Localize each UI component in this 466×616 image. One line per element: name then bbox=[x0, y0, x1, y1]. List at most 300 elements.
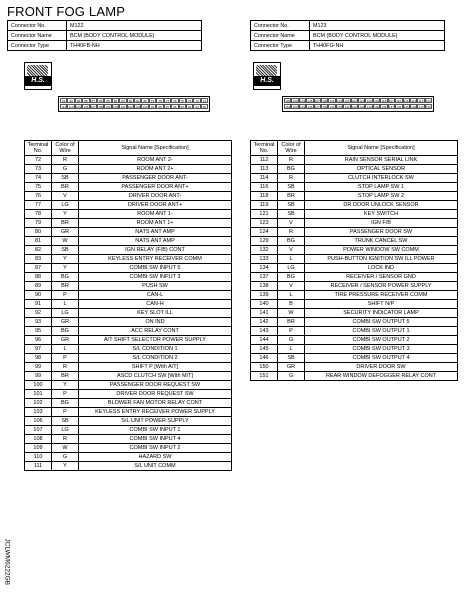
terminal-no: 112 bbox=[251, 156, 278, 165]
table-row bbox=[25, 390, 232, 399]
table-row bbox=[251, 255, 458, 264]
wire-color: LG bbox=[52, 309, 79, 318]
table-row bbox=[25, 291, 232, 300]
connector-pin: 132 bbox=[425, 105, 431, 109]
hs-icon bbox=[253, 62, 281, 90]
signal-name: CAN-L bbox=[79, 291, 232, 300]
connector-pin: 139 bbox=[374, 105, 380, 109]
connector-pin: 149 bbox=[300, 105, 306, 109]
terminal-no: 116 bbox=[251, 183, 278, 192]
wire-color: SB bbox=[278, 201, 305, 210]
connector-type-value: TH40FG-NH bbox=[310, 41, 445, 51]
wire-color: GR bbox=[278, 363, 305, 372]
table-row bbox=[25, 309, 232, 318]
wire-color: BG bbox=[52, 273, 79, 282]
terminal-no: 109 bbox=[25, 444, 52, 453]
connector-pin: 107 bbox=[90, 105, 96, 109]
connector-pin: 127 bbox=[314, 99, 320, 103]
wire-color: G bbox=[52, 165, 79, 174]
connector-type-label: Connector Type bbox=[8, 41, 67, 51]
wire-color: W bbox=[52, 444, 79, 453]
terminal-no: 123 bbox=[251, 219, 278, 228]
table-row bbox=[25, 417, 232, 426]
connector-pin: 119 bbox=[374, 99, 379, 103]
signal-name: KEY SWITCH bbox=[305, 210, 458, 219]
wire-color: R bbox=[278, 174, 305, 183]
terminal-no: 92 bbox=[25, 309, 52, 318]
table-row bbox=[25, 318, 232, 327]
terminal-no: 93 bbox=[25, 318, 52, 327]
hs-label: H.S. bbox=[25, 76, 51, 86]
terminal-no: 97 bbox=[25, 345, 52, 354]
terminal-no: 96 bbox=[25, 336, 52, 345]
connector-no-value: M123 bbox=[310, 21, 445, 31]
connector-pin: 121 bbox=[359, 99, 365, 103]
signal-name: DR DOOR UNLOCK SENSOR bbox=[305, 201, 458, 210]
signal-name: RECEIVER / SENSOR POWER SUPPLY bbox=[305, 282, 458, 291]
signal-name: PASSENGER DOOR REQUEST SW bbox=[79, 381, 232, 390]
wire-color: L bbox=[52, 345, 79, 354]
signal-name: COMBI SW INPUT 4 bbox=[79, 435, 232, 444]
connector-pin: 137 bbox=[388, 105, 394, 109]
table-row bbox=[25, 426, 232, 435]
terminal-no: 110 bbox=[25, 453, 52, 462]
terminal-no: 118 bbox=[251, 192, 278, 201]
connector-name-label: Connector Name bbox=[251, 31, 310, 41]
header-signal: Signal Name [Specification] bbox=[79, 141, 232, 156]
signal-name: KEY SLOT ILL bbox=[79, 309, 232, 318]
connector-pin: 117 bbox=[388, 99, 394, 103]
connector-pin: 118 bbox=[381, 99, 387, 103]
connector-pin: 135 bbox=[403, 105, 409, 109]
connector-pin: 100 bbox=[142, 105, 148, 109]
wire-color: GR bbox=[52, 336, 79, 345]
signal-name: ROOM ANT 1- bbox=[79, 210, 232, 219]
connector-pin: 103 bbox=[120, 105, 126, 109]
signal-name: ASCD CLUTCH SW [With M/T] bbox=[79, 372, 232, 381]
wire-color: Y bbox=[52, 255, 79, 264]
connector-pin: 112 bbox=[426, 99, 431, 103]
table-row bbox=[25, 444, 232, 453]
connector-pin: 79 bbox=[149, 98, 156, 103]
wire-color: BR bbox=[52, 282, 79, 291]
connector-pin: 82 bbox=[127, 98, 134, 103]
connector-pin: 96 bbox=[171, 104, 178, 109]
connector-pin: 130 bbox=[292, 99, 298, 103]
terminal-no: 78 bbox=[25, 210, 52, 219]
signal-name: REAR WINDOW DEFOGGER RELAY CONT bbox=[305, 372, 458, 381]
signal-name: S/L CONDITION 2 bbox=[79, 354, 232, 363]
connector-pin: 128 bbox=[307, 99, 313, 103]
terminal-no: 106 bbox=[25, 417, 52, 426]
signal-name: SECURITY INDICATOR LAMP bbox=[305, 309, 458, 318]
signal-name: COMBI SW OUTPUT 2 bbox=[305, 336, 458, 345]
wire-color: BR bbox=[278, 318, 305, 327]
connector-pin: 120 bbox=[366, 99, 372, 103]
connector-pin: 72 bbox=[201, 98, 208, 103]
header-color: Color of Wire bbox=[278, 141, 305, 156]
signal-name: PASSENGER DOOR ANT+ bbox=[79, 183, 232, 192]
terminal-no: 75 bbox=[25, 183, 52, 192]
connector-pin: 83 bbox=[119, 98, 126, 103]
signal-name: ROOM ANT 2- bbox=[79, 156, 232, 165]
connector-pin: 85 bbox=[104, 98, 111, 103]
connector-pin: 108 bbox=[83, 105, 89, 109]
harness-side-graphic bbox=[27, 65, 48, 76]
table-row bbox=[251, 228, 458, 237]
table-row bbox=[25, 183, 232, 192]
table-row bbox=[251, 246, 458, 255]
connector-pin: 80 bbox=[141, 98, 148, 103]
table-row bbox=[25, 210, 232, 219]
signal-name: SHIFT P [With A/T] bbox=[79, 363, 232, 372]
terminal-no: 89 bbox=[25, 282, 52, 291]
wire-color: L bbox=[278, 345, 305, 354]
terminal-no: 138 bbox=[251, 282, 278, 291]
wire-color: P bbox=[52, 354, 79, 363]
terminal-no: 72 bbox=[25, 156, 52, 165]
wire-color: W bbox=[52, 237, 79, 246]
connector-pin: 134 bbox=[411, 105, 417, 109]
connector-pin: 138 bbox=[381, 105, 387, 109]
connector-info-right bbox=[250, 20, 445, 51]
wire-color: V bbox=[278, 282, 305, 291]
signal-name: PASSENGER DOOR SW bbox=[305, 228, 458, 237]
terminal-no: 124 bbox=[251, 228, 278, 237]
terminal-no: 133 bbox=[251, 255, 278, 264]
figure-code-text: JCLWM6222GB bbox=[3, 538, 11, 585]
terminal-no: 83 bbox=[25, 255, 52, 264]
table-row bbox=[25, 435, 232, 444]
wire-color: Y bbox=[52, 462, 79, 471]
wire-color: BG bbox=[278, 273, 305, 282]
signal-name: POWER WINDOW SW COMM bbox=[305, 246, 458, 255]
wire-color: P bbox=[278, 327, 305, 336]
wire-color: R bbox=[52, 363, 79, 372]
terminal-no: 73 bbox=[25, 165, 52, 174]
table-row bbox=[25, 264, 232, 273]
terminal-no: 143 bbox=[251, 327, 278, 336]
terminal-no: 87 bbox=[25, 264, 52, 273]
wire-color: BG bbox=[52, 327, 79, 336]
wire-color: SB bbox=[278, 210, 305, 219]
wire-color: BG bbox=[278, 165, 305, 174]
table-row bbox=[251, 345, 458, 354]
signal-name: DRIVER DOOR REQUEST SW bbox=[79, 390, 232, 399]
signal-name: HAZARD SW bbox=[79, 453, 232, 462]
signal-name: RAIN SENSOR SERIAL LINK bbox=[305, 156, 458, 165]
wire-color: BR bbox=[278, 192, 305, 201]
connector-pin: 78 bbox=[156, 98, 163, 103]
table-row bbox=[251, 210, 458, 219]
connector-face-right bbox=[282, 96, 434, 112]
wire-color: L bbox=[278, 291, 305, 300]
signal-name: RECEIVER / SENSOR GND bbox=[305, 273, 458, 282]
table-row bbox=[25, 462, 232, 471]
connector-pin: 76 bbox=[171, 98, 178, 103]
terminal-no: 102 bbox=[25, 399, 52, 408]
wire-color: L bbox=[52, 300, 79, 309]
signal-name: NATS ANT AMP bbox=[79, 237, 232, 246]
wire-color: P bbox=[52, 408, 79, 417]
header-color: Color of Wire bbox=[52, 141, 79, 156]
wire-color: R bbox=[278, 228, 305, 237]
wire-color: P bbox=[52, 291, 79, 300]
connector-pin: 148 bbox=[307, 105, 313, 109]
connector-pin: 150 bbox=[292, 105, 298, 109]
signal-name: COMBI SW OUTPUT 5 bbox=[305, 318, 458, 327]
wire-color: Y bbox=[52, 210, 79, 219]
wire-color: G bbox=[278, 372, 305, 381]
wire-color: LG bbox=[52, 426, 79, 435]
wire-color: V bbox=[52, 192, 79, 201]
table-row bbox=[25, 165, 232, 174]
table-row bbox=[25, 453, 232, 462]
wire-color: SB bbox=[52, 417, 79, 426]
connector-pin: 125 bbox=[329, 99, 335, 103]
signal-name: S/L UNIT COMM bbox=[79, 462, 232, 471]
connector-pin: 75 bbox=[179, 98, 186, 103]
connector-pin: 136 bbox=[396, 105, 402, 109]
table-row bbox=[25, 345, 232, 354]
wire-color: L bbox=[278, 255, 305, 264]
connector-pin: 106 bbox=[98, 105, 104, 109]
connector-pin: 145 bbox=[329, 105, 335, 109]
table-row bbox=[25, 408, 232, 417]
connector-pin: 89 bbox=[75, 98, 82, 103]
table-row bbox=[25, 219, 232, 228]
connector-pin: 74 bbox=[186, 98, 193, 103]
signal-name: COMBI SW INPUT 3 bbox=[79, 273, 232, 282]
connector-pin: 142 bbox=[351, 105, 357, 109]
terminal-no: 111 bbox=[25, 462, 52, 471]
table-row bbox=[25, 237, 232, 246]
table-row bbox=[25, 372, 232, 381]
table-row bbox=[251, 264, 458, 273]
wire-color: R bbox=[52, 156, 79, 165]
terminal-no: 121 bbox=[251, 210, 278, 219]
connector-pin: 124 bbox=[337, 99, 343, 103]
terminal-no: 129 bbox=[251, 237, 278, 246]
connector-no-value: M122 bbox=[67, 21, 202, 31]
connector-type-label: Connector Type bbox=[251, 41, 310, 51]
wire-color: Y bbox=[52, 264, 79, 273]
table-row bbox=[251, 363, 458, 372]
pin-table-left bbox=[24, 140, 232, 471]
hs-icon bbox=[24, 62, 52, 90]
signal-name: IGN F/B bbox=[305, 219, 458, 228]
pin-table-right bbox=[250, 140, 458, 381]
connector-pin: 143 bbox=[344, 105, 350, 109]
table-row bbox=[25, 327, 232, 336]
wire-color: W bbox=[278, 309, 305, 318]
terminal-no: 103 bbox=[25, 408, 52, 417]
connector-type-value: TH40FB-NH bbox=[67, 41, 202, 51]
connector-pin: 101 bbox=[135, 105, 141, 109]
table-row bbox=[25, 255, 232, 264]
terminal-no: 88 bbox=[25, 273, 52, 282]
page-title: FRONT FOG LAMP bbox=[7, 4, 126, 19]
table-row bbox=[251, 174, 458, 183]
table-row bbox=[25, 246, 232, 255]
wire-color: R bbox=[278, 156, 305, 165]
connector-name-value: BCM (BODY CONTROL MODULE) bbox=[310, 31, 445, 41]
signal-name: SHIFT N/P bbox=[305, 300, 458, 309]
terminal-no: 101 bbox=[25, 390, 52, 399]
connector-name-value: BCM (BODY CONTROL MODULE) bbox=[67, 31, 202, 41]
terminal-no: 99 bbox=[25, 372, 52, 381]
terminal-no: 95 bbox=[25, 327, 52, 336]
wire-color: P bbox=[52, 390, 79, 399]
wire-color: GR bbox=[52, 318, 79, 327]
terminal-no: 119 bbox=[251, 201, 278, 210]
table-row bbox=[251, 219, 458, 228]
connector-pin: 84 bbox=[112, 98, 119, 103]
signal-name: S/L UNIT POWER SUPPLY bbox=[79, 417, 232, 426]
connector-pin: 88 bbox=[82, 98, 89, 103]
connector-pin: 131 bbox=[285, 99, 291, 103]
terminal-no: 134 bbox=[251, 264, 278, 273]
connector-pin: 114 bbox=[411, 99, 416, 103]
connector-pin: 140 bbox=[366, 105, 372, 109]
table-row bbox=[251, 201, 458, 210]
table-row bbox=[251, 282, 458, 291]
wire-color: Y bbox=[52, 381, 79, 390]
signal-name: NATS ANT AMP bbox=[79, 228, 232, 237]
connector-pin: 147 bbox=[314, 105, 320, 109]
wire-color: V bbox=[278, 246, 305, 255]
wire-color: SB bbox=[52, 174, 79, 183]
table-row bbox=[251, 291, 458, 300]
signal-name: KEYLESS ENTRY RECEIVER COMM bbox=[79, 255, 232, 264]
wire-color: SB bbox=[52, 246, 79, 255]
connector-pin: 93 bbox=[193, 104, 200, 109]
connector-pin: 90 bbox=[67, 98, 74, 103]
header-signal: Signal Name [Specification] bbox=[305, 141, 458, 156]
connector-pin: 129 bbox=[300, 99, 306, 103]
connector-pin: 104 bbox=[113, 105, 119, 109]
table-row bbox=[25, 192, 232, 201]
terminal-no: 114 bbox=[251, 174, 278, 183]
table-row bbox=[25, 399, 232, 408]
connector-pin: 87 bbox=[90, 98, 97, 103]
table-row bbox=[251, 156, 458, 165]
terminal-no: 76 bbox=[25, 192, 52, 201]
signal-name: COMBI SW OUTPUT 1 bbox=[305, 327, 458, 336]
signal-name: CLUTCH INTERLOCK SW bbox=[305, 174, 458, 183]
wire-color: V bbox=[278, 219, 305, 228]
wire-color: LG bbox=[278, 264, 305, 273]
table-row bbox=[25, 363, 232, 372]
connector-pin: 122 bbox=[351, 99, 357, 103]
terminal-no: 145 bbox=[251, 345, 278, 354]
connector-pin: 94 bbox=[186, 104, 193, 109]
terminal-no: 99 bbox=[25, 363, 52, 372]
table-row bbox=[25, 174, 232, 183]
header-terminal: Terminal No. bbox=[251, 141, 278, 156]
connector-pin: 111 bbox=[61, 105, 66, 109]
connector-name-label: Connector Name bbox=[8, 31, 67, 41]
signal-name: STOP LAMP SW 1 bbox=[305, 183, 458, 192]
connector-pin: 105 bbox=[105, 105, 111, 109]
signal-name: TRUNK CANCEL SW bbox=[305, 237, 458, 246]
signal-name: ACC RELAY CONT bbox=[79, 327, 232, 336]
connector-pin: 97 bbox=[164, 104, 171, 109]
terminal-no: 137 bbox=[251, 273, 278, 282]
signal-name: DRIVER DOOR ANT- bbox=[79, 192, 232, 201]
terminal-no: 81 bbox=[25, 237, 52, 246]
connector-pin: 146 bbox=[322, 105, 328, 109]
signal-name: S/L CONDITION 1 bbox=[79, 345, 232, 354]
terminal-no: 144 bbox=[251, 336, 278, 345]
connector-pin: 133 bbox=[418, 105, 424, 109]
signal-name: PUSH-BUTTON IGNITION SW ILL POWER bbox=[305, 255, 458, 264]
signal-name: OPTICAL SENSOR bbox=[305, 165, 458, 174]
connector-pin: 77 bbox=[164, 98, 171, 103]
terminal-no: 82 bbox=[25, 246, 52, 255]
table-row bbox=[251, 327, 458, 336]
connector-pin: 102 bbox=[127, 105, 133, 109]
wire-color: SB bbox=[278, 183, 305, 192]
connector-pin: 99 bbox=[149, 104, 156, 109]
wire-color: GR bbox=[52, 228, 79, 237]
connector-info-left bbox=[7, 20, 202, 51]
table-row bbox=[251, 336, 458, 345]
connector-pin: 81 bbox=[134, 98, 141, 103]
header-terminal: Terminal No. bbox=[25, 141, 52, 156]
signal-name: BLOWER FAN MOTOR RELAY CONT bbox=[79, 399, 232, 408]
table-row bbox=[25, 354, 232, 363]
table-row bbox=[251, 318, 458, 327]
table-row bbox=[25, 336, 232, 345]
signal-name: IGN RELAY (F/B) CONT bbox=[79, 246, 232, 255]
connector-pin: 141 bbox=[359, 105, 365, 109]
table-row bbox=[251, 372, 458, 381]
wire-color: BG bbox=[52, 399, 79, 408]
connector-pin: 91 bbox=[60, 98, 67, 103]
table-row bbox=[251, 183, 458, 192]
signal-name: DRIVER DOOR ANT+ bbox=[79, 201, 232, 210]
wire-color: SB bbox=[278, 354, 305, 363]
terminal-no: 146 bbox=[251, 354, 278, 363]
signal-name: STOP LAMP SW 2 bbox=[305, 192, 458, 201]
signal-name: KEYLESS ENTRY RECEIVER POWER SUPPLY bbox=[79, 408, 232, 417]
connector-pin: 98 bbox=[156, 104, 163, 109]
table-row bbox=[25, 282, 232, 291]
terminal-no: 80 bbox=[25, 228, 52, 237]
connector-pin: 73 bbox=[193, 98, 200, 103]
connector-pin: 151 bbox=[285, 105, 291, 109]
signal-name: COMBI SW OUTPUT 4 bbox=[305, 354, 458, 363]
wire-color: BG bbox=[278, 237, 305, 246]
signal-name: ROOM ANT 1+ bbox=[79, 219, 232, 228]
terminal-no: 142 bbox=[251, 318, 278, 327]
signal-name: DRIVER DOOR SW bbox=[305, 363, 458, 372]
terminal-no: 150 bbox=[251, 363, 278, 372]
signal-name: ROOM ANT 2+ bbox=[79, 165, 232, 174]
signal-name: COMBI SW INPUT 5 bbox=[79, 264, 232, 273]
connector-pin: 95 bbox=[179, 104, 186, 109]
harness-side-graphic bbox=[256, 65, 277, 76]
table-row bbox=[25, 300, 232, 309]
connector-pin: 110 bbox=[68, 105, 74, 109]
table-row bbox=[25, 228, 232, 237]
terminal-no: 74 bbox=[25, 174, 52, 183]
terminal-no: 91 bbox=[25, 300, 52, 309]
table-row bbox=[251, 354, 458, 363]
signal-name: PASSENGER DOOR ANT- bbox=[79, 174, 232, 183]
signal-name: COMBI SW INPUT 2 bbox=[79, 444, 232, 453]
